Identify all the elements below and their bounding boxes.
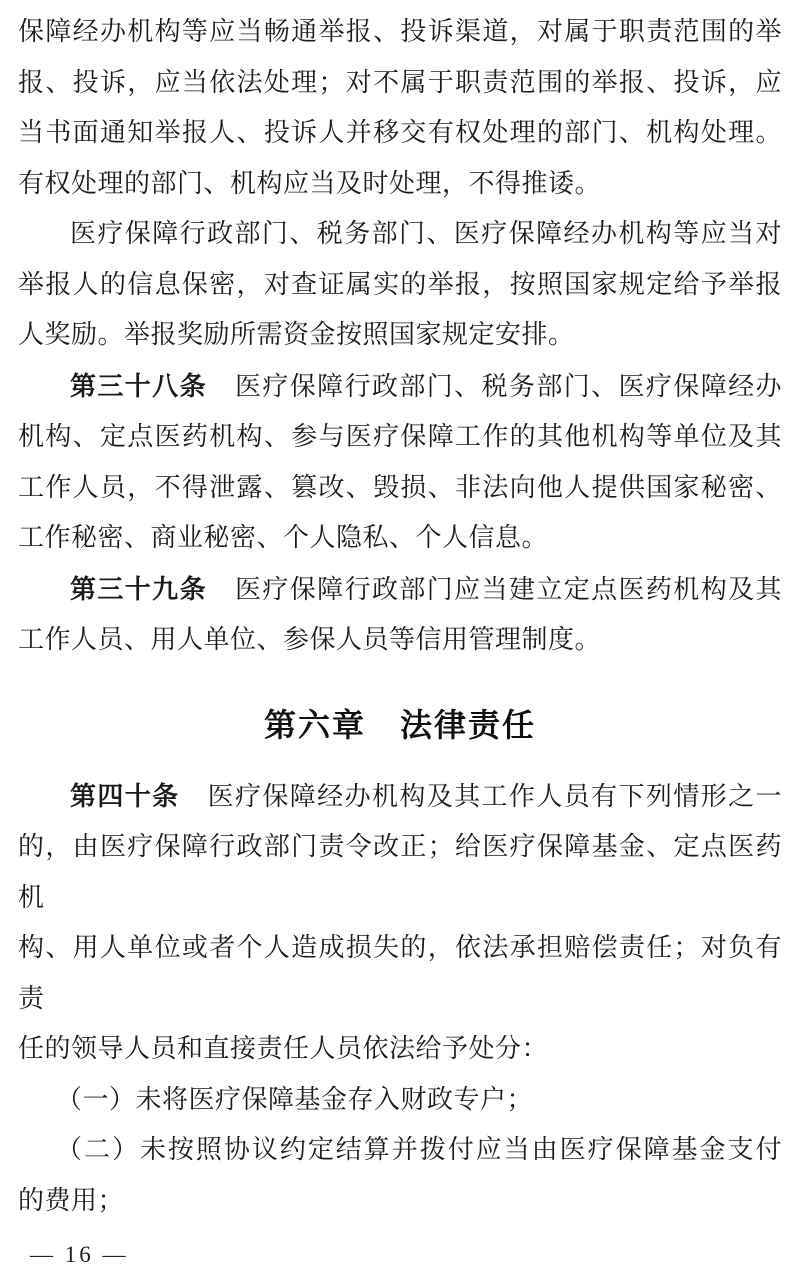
body-line: 工作人员、用人单位、参保人员等信用管理制度。 [18, 625, 602, 654]
body-line: 机构、定点医药机构、参与医疗保障工作的其他机构等单位及其 [18, 422, 782, 451]
body-line [18, 771, 782, 823]
article-39-number: 第三十九条 [70, 573, 207, 604]
body-line: 当书面通知举报人、投诉人并移交有权处理的部门、机构处理。 [18, 118, 782, 147]
body-line: 工作秘密、商业秘密、个人隐私、个人信息。 [18, 523, 549, 552]
body-line: 举报人的信息保密，对查证属实的举报，按照国家规定给予举报 [18, 269, 782, 299]
body-line: 工作人员，不得泄露、篡改、毁损、非法向他人提供国家秘密、 [18, 472, 782, 502]
body-line: 的费用； [18, 1185, 125, 1215]
body-line: 任的领导人员和直接责任人员依法给予处分： [18, 1034, 549, 1063]
body-line: 的，由医疗保障行政部门责令改正；给医疗保障基金、定点医药机 [18, 832, 782, 912]
article-38-lead-text: 医疗保障行政部门、税务部门、医疗保障经办 [234, 371, 782, 401]
article-39-lead-text: 医疗保障行政部门应当建立定点医药机构及其 [234, 574, 782, 604]
chapter-6-heading: 第六章 法律责任 [263, 706, 536, 743]
list-item-1: （一）未将医疗保障基金存入财政专户； [56, 1084, 534, 1114]
body-line: 保障经办机构等应当畅通举报、投诉渠道，对属于职责范围的举 [18, 17, 782, 46]
page-number: — 16 — [30, 1242, 129, 1267]
body-line: 人奖励。举报奖励所需资金按照国家规定安排。 [18, 320, 575, 349]
article-40-number: 第四十条 [70, 780, 180, 811]
body-line: 构、用人单位或者个人造成损失的，依法承担赔偿责任；对负有责 [18, 933, 782, 1013]
body-line [18, 361, 782, 413]
body-line [18, 564, 782, 616]
body-line: 有权处理的部门、机构应当及时处理，不得推诿。 [18, 168, 602, 198]
list-item-2: （二）未按照协议约定结算并拨付应当由医疗保障基金支付 [56, 1135, 782, 1164]
body-line: 医疗保障行政部门、税务部门、医疗保障经办机构等应当对 [70, 219, 782, 248]
article-40-lead-text: 医疗保障经办机构及其工作人员有下列情形之一 [207, 781, 782, 811]
body-line: 报、投诉，应当依法处理；对不属于职责范围的举报、投诉，应 [18, 67, 782, 97]
article-38-number: 第三十八条 [70, 370, 207, 401]
